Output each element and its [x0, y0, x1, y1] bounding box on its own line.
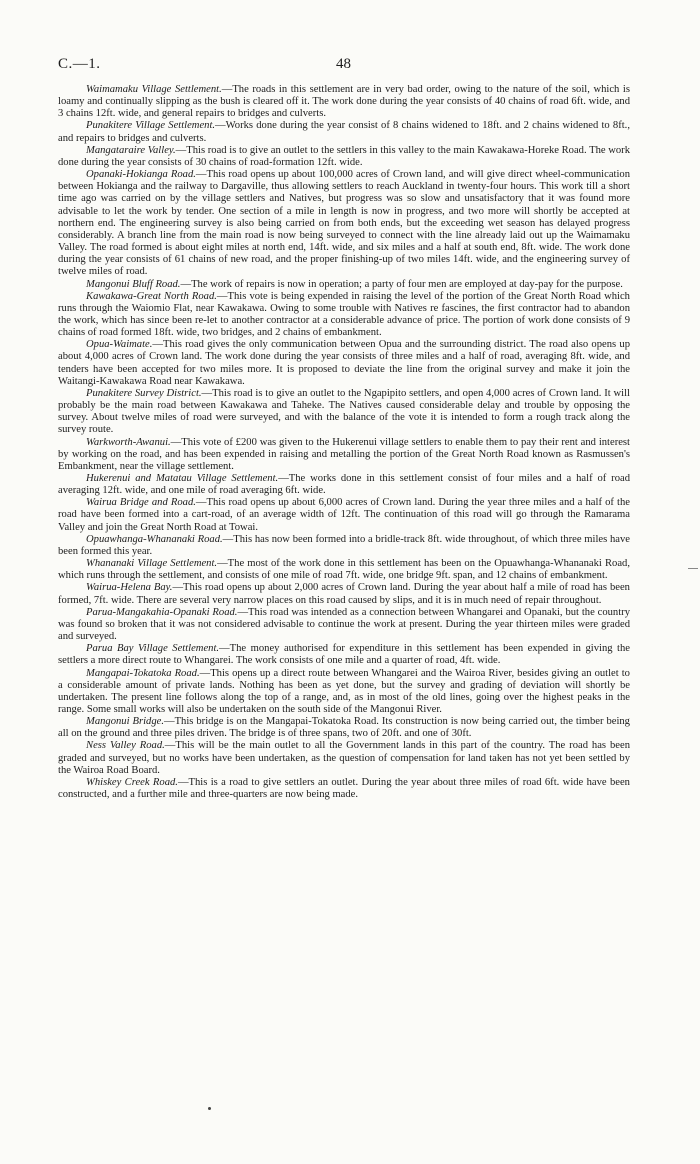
paragraph-heading: Warkworth-Awanui.	[86, 436, 171, 448]
paragraph-opanaki-hokianga	[58, 169, 630, 278]
page-header	[58, 56, 648, 76]
paragraph-heading: Kawakawa-Great North Road.	[86, 290, 217, 302]
paragraph-opuawhanga-whananaki	[58, 534, 630, 558]
paragraph-body: —This vote is being expended in raising the level of the portion of the Great North Road which runs through the Waiomio Flat, near Kawakawa. Owing to some trouble with Natives re fascines, the first contractor had to abandon the work, which has since been re-let to another contractor at a considerable advance of price. The portion of work done consists of 9 chains of road formed 18ft. wide, two bridges, and 2 chains of embankment.	[58, 290, 630, 339]
body-text	[58, 84, 630, 801]
paragraph-ness-valley	[58, 740, 630, 776]
paragraph-heading: Wairua Bridge and Road.	[86, 497, 196, 509]
paragraph-heading: Opuawhanga-Whananaki Road.	[86, 533, 223, 545]
paragraph-mangonui-bluff	[58, 279, 630, 291]
paragraph-whananaki-village	[58, 558, 630, 582]
paragraph-body: —This road is to give an outlet to the settlers in this valley to the main Kawakawa-Horeke Road. The work done during the year consists of 30 chains of road-formation 12ft. wide.	[58, 144, 631, 168]
paragraph-opua-waimate	[58, 339, 630, 388]
paragraph-body: —Works done during the year consist of 8 chains widened to 18ft. and 2 chains widened to 8ft., and repairs to bridges and culverts.	[58, 120, 630, 144]
paragraph-heading: Mangapai-Tokatoka Road.	[86, 667, 200, 679]
paragraph-body: —The money authorised for expenditure in this settlement has been expended in giving the settlers a more direct route to Whangarei. The work consists of one mile and a quarter of road, 4ft. wide.	[58, 643, 630, 667]
paragraph-heading: Hukerenui and Matatau Village Settlement.	[86, 473, 279, 484]
paragraph-parua-mangakahia	[58, 607, 630, 643]
paragraph-body: —This road opens up about 6,000 acres of Crown land. During the year three miles and a half of the road have been formed into a cart-road, of an average width of 12ft. The continuation of this road will go through the Ramarama Valley and join the Great North Road at Towai.	[58, 497, 630, 533]
margin-tick	[688, 568, 698, 569]
paragraph-heading: Mangataraire Valley.	[86, 144, 176, 156]
paragraph-wairua-bridge	[58, 497, 630, 533]
page-number: 48	[336, 56, 351, 72]
paragraph-parua-bay	[58, 643, 630, 667]
paragraph-heading: Mangonui Bluff Road.	[86, 278, 181, 290]
paragraph-whiskey-creek	[58, 777, 630, 801]
paragraph-hukerenui-matatau	[58, 473, 630, 497]
paragraph-heading: Whananaki Village Settlement.	[86, 558, 218, 570]
paragraph-heading: Ness Valley Road.	[86, 740, 165, 752]
paragraph-body: —This bridge is on the Mangapai-Tokatoka Road. Its construction is now being carried out, the timber being all on the ground and three piles driven. The bridge is of three spans, two of 20ft. and one of 30ft.	[58, 716, 630, 740]
paragraph-punakitere-survey	[58, 388, 630, 437]
paragraph-warkworth-awanui	[58, 437, 630, 473]
paragraph-body: —This road opens up about 2,000 acres of Crown land. During the year about half a mile of road has been formed, 7ft. wide. There are several very narrow places on this road caused by slips, and it is in much need of repair throughout.	[58, 582, 630, 606]
paragraph-body: —This will be the main outlet to all the Government lands in this part of the country. The road has been graded and surveyed, but no works have been undertaken, as the question of compensation for land taken has not yet been settled by the Wairoa Road Board.	[58, 740, 630, 776]
paragraph-mangonui-bridge	[58, 716, 630, 740]
paragraph-heading: Waimamaku Village Settlement.	[86, 84, 222, 95]
paragraph-heading: Opua-Waimate.	[86, 339, 153, 351]
paragraph-body: —This is a road to give settlers an outlet. During the year about three miles of road 6ft. wide have been constructed, and a further mile and three-quarters are now being made.	[58, 776, 630, 801]
paragraph-mangataraire	[58, 145, 630, 169]
paragraph-heading: Opanaki-Hokianga Road.	[86, 169, 196, 181]
paragraph-kawakawa-great-north	[58, 291, 630, 340]
paragraph-waimamaku	[58, 84, 630, 120]
paragraph-body: —This has now been formed into a bridle-track 8ft. wide throughout, of which three miles have been formed this year.	[58, 533, 630, 557]
paragraph-mangapai-tokatoka	[58, 668, 630, 717]
paragraph-heading: Whiskey Creek Road.	[86, 776, 178, 788]
paragraph-body: —This road is to give an outlet to the Ngapipito settlers, and open 4,000 acres of Crown land. It will probably be the main road between Kawakawa and Taheke. The Natives caused considerable delay and trouble by opposing the survey. About twelve miles of road were surveyed, and with the balance of the vote it is intended to form a rough track along the survey route.	[58, 387, 630, 436]
paragraph-body: —The roads in this settlement are in very bad order, owing to the nature of the soil, which is loamy and continually slipping as the bush is cleared off it. The work done during the year consists of 40 chains of road 6ft. wide, and 3 chains 12ft. wide, and general repairs to bridges and culverts.	[58, 84, 630, 120]
paragraph-body: —This opens up a direct route between Whangarei and the Wairoa River, besides giving an outlet to a considerable amount of private lands. Nothing has been as yet done, but the survey and grading of deviation will shortly be undertaken. The present line follows along the top of a range, and, as in most of the old lines, going over the highest peaks in the range. Some small works will also be undertaken on the south side of the Mangonui River.	[58, 667, 630, 715]
paragraph-body: —This road was intended as a connection between Whangarei and Opanaki, but the country was found so broken that it was not considered advisable to continue the work at present. During the year thirteen miles were graded and surveyed.	[58, 606, 630, 643]
paragraph-body: —This road opens up about 100,000 acres of Crown land, and will give direct wheel-communication between Hokianga and the railway to Dargaville, thus allowing settlers to reach Auckland in twenty-four hours. This work till a short time ago was carried on by the village settlers and Natives, but progress was so slow and unsatisfactory that it was found more advisable to let the work by tender. One section of a mile in length is now in progress, and two more will shortly be accepted at northern end. The engineering survey is also being carried on from both ends, but the exceeding wet season has delayed progress considerably. A branch line from the main road is now being surveyed to connect with the line already laid out up the Waimamaku Valley. The road formed is about eight miles at north end, 14ft. wide, and six miles and a half at south end, 8ft. wide. The work done during the year consists of 61 chains of new road, and the proper finishing-up of two miles 14ft. wide, and the engineering survey of twelve miles of road.	[58, 169, 630, 278]
ink-speck	[208, 1107, 211, 1110]
paragraph-heading: Wairua-Helena Bay.	[86, 582, 173, 594]
paragraph-heading: Parua-Mangakahia-Opanaki Road.	[86, 606, 238, 618]
paragraph-heading: Parua Bay Village Settlement.	[86, 643, 220, 655]
paragraph-body: —The most of the work done in this settlement has been on the Opuawhanga-Whananaki Road, which runs through the settlement, and consists of one mile of road 7ft. wide, one bridge 9ft. span, and 12 chains of embankment.	[58, 558, 630, 582]
document-reference: C.—1.	[58, 56, 101, 72]
paragraph-punakitere-village	[58, 120, 630, 144]
paragraph-heading: Mangonui Bridge.	[86, 716, 164, 728]
paragraph-body: —This road gives the only communication between Opua and the surrounding district. The road also opens up about 4,000 acres of Crown land. The work done during the year consists of three miles and a half of road, averaging 8ft. wide, and tenders have been accepted for two miles more. It is proposed to deviate the line from the original survey and make it join the Waitangi-Kawakawa Road near Kawakawa.	[58, 339, 630, 387]
paragraph-body: —This vote of £200 was given to the Hukerenui village settlers to enable them to pay their rent and interest by working on the road, and has been expended in raising and metalling the portion of the Great North Road known as Rasmussen's Embankment, near the village settlement.	[58, 436, 630, 472]
paragraph-wairua-helena-bay	[58, 582, 630, 606]
paragraph-body: —The works done in this settlement consist of four miles and a half of road averaging 12ft. wide, and one mile of road averaging 6ft. wide.	[58, 473, 630, 497]
paragraph-body: —The work of repairs is now in operation; a party of four men are employed at day-pay for the purpose.	[180, 278, 623, 290]
paragraph-heading: Punakitere Village Settlement.	[86, 120, 216, 132]
paragraph-heading: Punakitere Survey District.	[86, 387, 202, 399]
